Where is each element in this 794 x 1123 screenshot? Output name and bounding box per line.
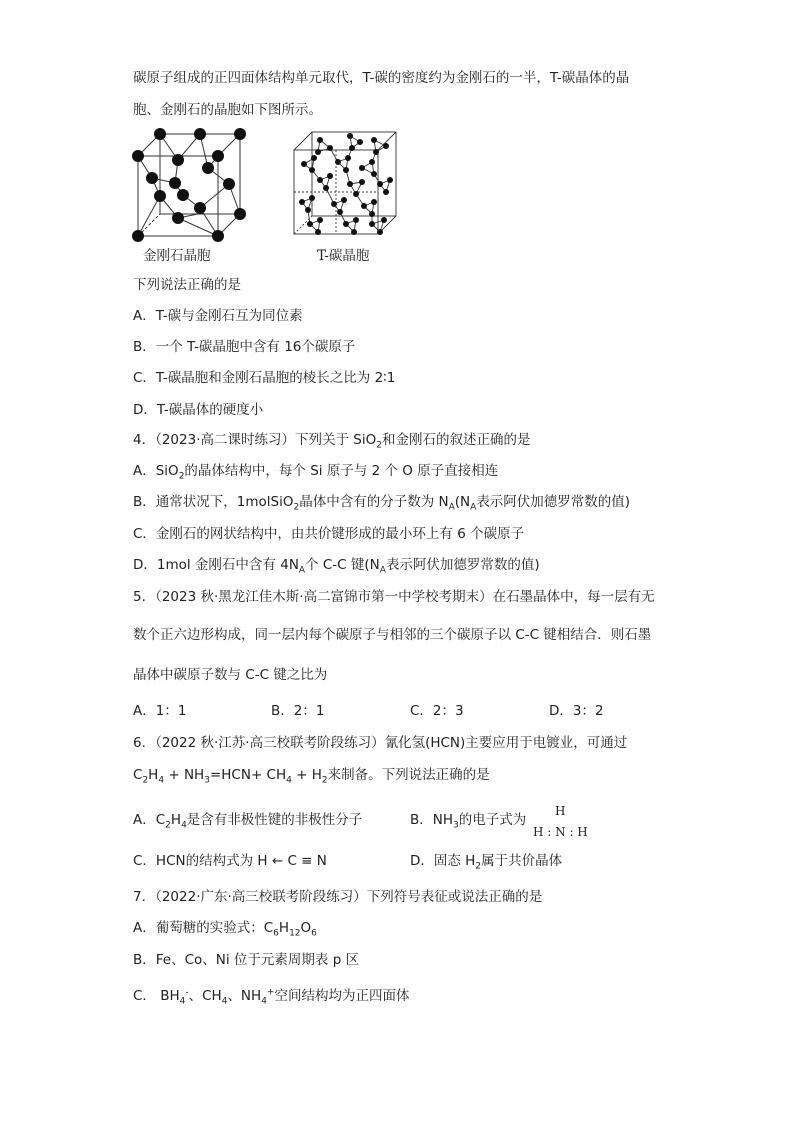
diamond-caption: 金刚石晶胞 [143, 248, 211, 264]
q5-option-b: B．2：1 [271, 703, 325, 719]
q4-option-b: B．通常状况下，1molSiO$_2$晶体中含有的分子数为 $N_A(N_A$表示阿伏加德罗常数的值) [133, 494, 631, 513]
q5-line-2: 数个正六边形构成，同一层内每个碳原子与相邻的三个碳原子以 C-C 键相结合．则石墨 [133, 627, 652, 643]
q7-option-a: A．葡萄糖的实验式：$C_6H_{12}O_6$ [133, 920, 317, 939]
q6-line-1: 6．（2022 秋·江苏·高三校联考阶段练习）氰化氢(HCN)主要应用于电镀业，可通过 [133, 735, 628, 751]
nh3-lewis-bottom: H : N : H [533, 825, 588, 839]
q3-option-a: A．T-碳与金刚石互为同位素 [133, 308, 303, 324]
q5-option-a: A．1：1 [133, 703, 187, 719]
q3-option-b: B．一个 T-碳晶胞中含有 16个碳原子 [133, 339, 356, 355]
q3-stem: 下列说法正确的是 [133, 277, 241, 293]
q6-option-a: A．$C_2H_4$是含有非极性键的非极性分子 [133, 812, 363, 831]
q4-option-c: C．金刚石的网状结构中，由共价键形成的最小环上有 6 个碳原子 [133, 526, 525, 542]
t-carbon-caption: T-碳晶胞 [317, 248, 370, 264]
q4-option-a: A．SiO$_2$的晶体结构中，每个 Si 原子与 2 个 O 原子直接相连 [133, 463, 499, 482]
q3-option-c: C．T-碳晶胞和金刚石晶胞的棱长之比为 2∶1 [133, 370, 396, 386]
q5-option-c: C．2：3 [410, 703, 464, 719]
diamond-unit-cell-figure [130, 128, 260, 243]
q5-line-1: 5．（2023 秋·黑龙江佳木斯·高二富锦市第一中学校考期末）在石墨晶体中，每一层有无 [133, 589, 655, 605]
t-carbon-unit-cell-figure [290, 128, 402, 240]
q4-stem: 4．（2023·高二课时练习）下列关于 SiO$_2$和金刚石的叙述正确的是 [133, 432, 531, 451]
q6-option-c: C．HCN的结构式为 H ← C ≡ N [133, 853, 327, 869]
nh3-lewis-top: H [555, 804, 566, 818]
intro-line-1: 碳原子组成的正四面体结构单元取代，T-碳的密度约为金刚石的一半，T-碳晶体的晶 [133, 70, 630, 86]
q7-option-b: B．Fe、Co、Ni 位于元素周期表 p 区 [133, 952, 360, 968]
q7-stem: 7．（2022·广东·高三校联考阶段练习）下列符号表征或说法正确的是 [133, 889, 543, 905]
q5-option-d: D．3：2 [549, 703, 604, 719]
q6-equation-line: $C_2H_4 + NH_3=HCN+ CH_4 + H_2$来制备。下列说法正确的是 [133, 767, 490, 786]
q3-option-d: D．T-碳晶体的硬度小 [133, 402, 264, 418]
q6-option-d: D．固态 $H_2$属于共价晶体 [410, 853, 563, 872]
intro-line-2: 胞、金刚石的晶胞如下图所示。 [133, 102, 322, 118]
q7-option-c: C． $BH_4^-$、$CH_4$、$NH_4^+$空间结构均为正四面体 [133, 987, 410, 1007]
q4-option-d: D．1mol 金刚石中含有 $4N_A$个 C-C 键($N_A$表示阿伏加德罗常数的值) [133, 557, 540, 576]
q6-option-b: B．$NH_3$的电子式为 [410, 812, 527, 831]
q5-line-3: 晶体中碳原子数与 C-C 键之比为 [133, 667, 328, 683]
